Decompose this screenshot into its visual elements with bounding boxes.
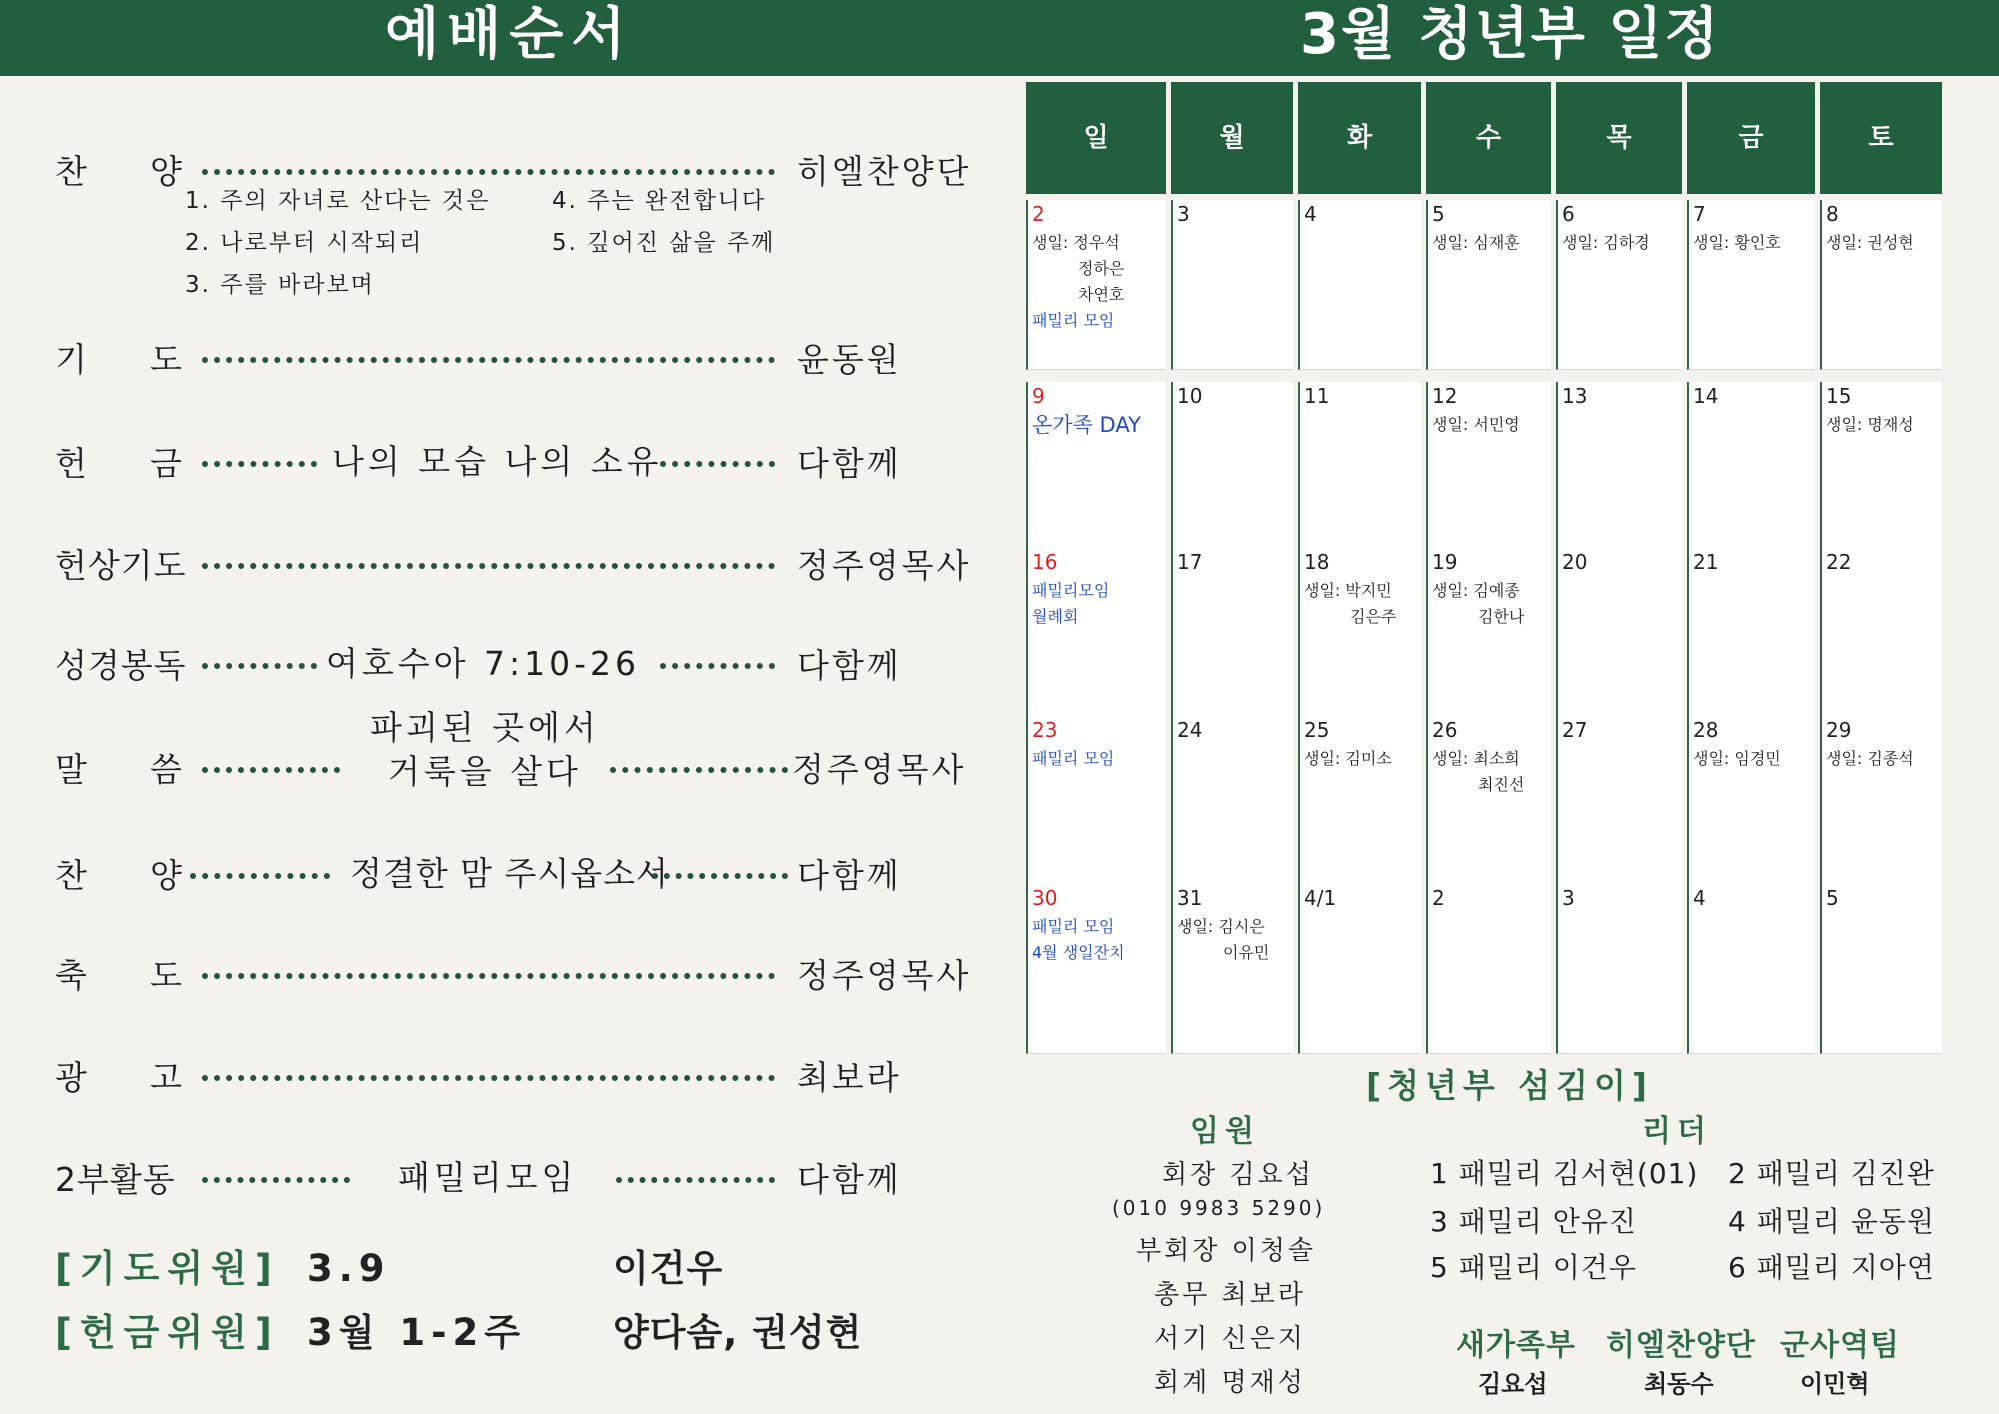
event-entry: 패밀리 모임: [1032, 917, 1115, 936]
officer-president: 회장 김요섭: [1162, 1160, 1314, 1190]
calendar-day-cell: [1556, 200, 1682, 370]
team-newcomer-leader: 김요섭: [1478, 1370, 1548, 1398]
weekday-header: 토: [1820, 82, 1942, 194]
birthday-entry: 생일: 서민영: [1432, 415, 1520, 434]
event-entry: 월례회: [1032, 607, 1079, 626]
day-events: [1826, 746, 1914, 772]
service-leader: 정주영목사: [797, 546, 972, 585]
day-events: [1032, 230, 1124, 334]
leader-dots: [202, 461, 317, 468]
day-number: 20: [1562, 550, 1588, 574]
day-number: 17: [1177, 550, 1203, 574]
birthday-entry: 김한나: [1478, 607, 1525, 626]
calendar-day-cell: [1426, 884, 1551, 1054]
label-char: 찬: [55, 856, 87, 895]
birthday-entry: 생일: 명재성: [1826, 415, 1914, 434]
committee-name: 이건우: [613, 1247, 724, 1290]
service-content: 여호수아 7:10-26: [326, 644, 641, 683]
calendar-day-cell: [1556, 548, 1682, 718]
service-label: 성경봉독: [55, 646, 187, 685]
leader-dots: [652, 873, 788, 880]
calendar-day-cell: [1171, 884, 1293, 1054]
day-number: 16: [1032, 550, 1058, 574]
day-number: 7: [1693, 202, 1706, 226]
service-content: 패밀리모임: [398, 1158, 578, 1197]
birthday-entry: 생일: 임경민: [1693, 749, 1781, 768]
calendar-day-cell: [1556, 382, 1682, 552]
day-number: 4: [1693, 886, 1706, 910]
calendar-day-cell: [1298, 548, 1421, 718]
leader-family-6: 6 패밀리 지아연: [1728, 1251, 1935, 1284]
day-events: [1432, 578, 1524, 630]
label-char: 금: [150, 444, 182, 483]
sermon-title-line2: 거룩을 살다: [388, 752, 582, 791]
day-number: 13: [1562, 384, 1588, 408]
leader-family-2: 2 패밀리 김진완: [1728, 1157, 1935, 1190]
day-events: [1826, 230, 1914, 256]
day-events: [1177, 914, 1269, 966]
birthday-entry: 생일: 김시은: [1177, 917, 1265, 936]
day-number: 21: [1693, 550, 1719, 574]
day-events: [1826, 412, 1914, 438]
event-entry: 패밀리 모임: [1032, 749, 1115, 768]
leader-dots: [616, 1177, 775, 1184]
birthday-entry: 생일: 권성현: [1826, 233, 1914, 252]
calendar-day-cell: [1820, 884, 1942, 1054]
sermon-title-line1: 파괴된 곳에서: [370, 708, 600, 747]
hymn-item: 2. 나로부터 시작되리: [185, 230, 424, 256]
day-number: 14: [1693, 384, 1719, 408]
leader-dots: [202, 767, 340, 774]
day-events: [1304, 578, 1396, 630]
service-row-hymn: [0, 836, 1000, 916]
day-events: [1693, 230, 1781, 256]
birthday-entry: 정하은: [1078, 259, 1125, 278]
calendar-day-cell: [1426, 548, 1551, 718]
calendar-day-cell: [1820, 200, 1942, 370]
calendar-day-cell: [1687, 548, 1815, 718]
birthday-entry: 생일: 정우석: [1032, 233, 1120, 252]
officer-phone: (010 9983 5290): [1112, 1196, 1326, 1220]
hymn-item: 4. 주는 완전합니다: [552, 188, 767, 214]
service-leader: 다함께: [797, 1160, 902, 1199]
label-char: 고: [150, 1058, 182, 1097]
day-number: 3: [1177, 202, 1190, 226]
day-number: 10: [1177, 384, 1203, 408]
day-events: [1032, 914, 1125, 966]
weekday-header: 월: [1171, 82, 1293, 194]
service-row-scripture: [0, 626, 1000, 706]
calendar-day-cell: [1687, 200, 1815, 370]
day-number: 31: [1177, 886, 1203, 910]
label-char: 축: [55, 956, 87, 995]
service-content: 나의 모습 나의 소유: [332, 442, 663, 481]
header-bar: [0, 0, 1999, 76]
committee-tag: [기도위원]: [55, 1247, 280, 1290]
birthday-entry: 생일: 황인호: [1693, 233, 1781, 252]
service-row-sermon: [0, 708, 1000, 830]
committee-date: 3.9: [307, 1247, 391, 1290]
birthday-entry: 생일: 최소희: [1432, 749, 1520, 768]
birthday-entry: 최진선: [1478, 775, 1525, 794]
calendar-day-cell: [1026, 200, 1166, 370]
day-number: 24: [1177, 718, 1203, 742]
day-number: 9: [1032, 384, 1045, 408]
service-row-prayer: [0, 320, 1000, 400]
birthday-entry: 생일: 김종석: [1826, 749, 1914, 768]
service-row-benediction: [0, 936, 1000, 1016]
hymn-item: 1. 주의 자녀로 산다는 것은: [185, 188, 491, 214]
officer-treasurer: 회계 명재성: [1154, 1368, 1306, 1398]
service-label: 2부활동: [55, 1160, 176, 1199]
weekday-header: 목: [1556, 82, 1682, 194]
calendar-day-cell: [1171, 200, 1293, 370]
day-number: 22: [1826, 550, 1852, 574]
day-number: 4: [1304, 202, 1317, 226]
service-leader: 윤동원: [797, 340, 902, 379]
birthday-entry: 차연호: [1078, 285, 1125, 304]
birthday-entry: 김은주: [1350, 607, 1397, 626]
calendar-day-cell: [1687, 716, 1815, 886]
day-number: 26: [1432, 718, 1458, 742]
leader-dots: [660, 663, 775, 670]
leader-dots: [202, 357, 775, 364]
calendar-day-cell: [1556, 716, 1682, 886]
team-military: 군사역팀: [1780, 1328, 1900, 1363]
servants-title: [청년부 섬김이]: [1366, 1066, 1653, 1105]
calendar-day-cell: [1820, 382, 1942, 552]
calendar-day-cell: [1426, 200, 1551, 370]
leader-family-1: 1 패밀리 김서현(01): [1430, 1157, 1699, 1190]
day-number: 8: [1826, 202, 1839, 226]
label-char: 도: [150, 956, 182, 995]
calendar-day-cell: [1171, 716, 1293, 886]
leader-family-4: 4 패밀리 윤동원: [1728, 1205, 1935, 1238]
day-number: 12: [1432, 384, 1458, 408]
label-char: 말: [55, 750, 87, 789]
day-events: [1032, 746, 1114, 772]
day-number: 2: [1432, 886, 1445, 910]
service-row-announcements: [0, 1038, 1000, 1118]
label-char: 양: [150, 152, 182, 191]
service-content: 정결한 맘 주시옵소서: [350, 854, 669, 893]
day-number: 6: [1562, 202, 1575, 226]
service-row-second-part: [0, 1140, 1000, 1220]
day-events: [1032, 412, 1141, 438]
leaders-title: 리더: [1642, 1114, 1712, 1149]
service-leader: 히엘찬양단: [797, 152, 972, 191]
committee-date: 3월 1-2주: [307, 1311, 526, 1354]
label-char: 찬: [55, 152, 87, 191]
label-char: 씀: [150, 750, 182, 789]
calendar-day-cell: [1687, 382, 1815, 552]
calendar-day-cell: [1687, 884, 1815, 1054]
day-events: [1432, 746, 1524, 798]
day-number: 15: [1826, 384, 1852, 408]
weekday-header: 일: [1026, 82, 1166, 194]
day-number: 29: [1826, 718, 1852, 742]
label-char: 광: [55, 1058, 87, 1097]
calendar-day-cell: [1426, 382, 1551, 552]
birthday-entry: 생일: 심재훈: [1432, 233, 1520, 252]
label-char: 도: [150, 340, 182, 379]
hymn-list-col1: [185, 180, 490, 306]
hymn-item: 3. 주를 바라보며: [185, 272, 375, 298]
calendar-day-cell: [1026, 716, 1166, 886]
leader-dots: [202, 1075, 775, 1082]
day-events: [1693, 746, 1781, 772]
service-leader: 다함께: [797, 856, 902, 895]
service-leader: 다함께: [797, 444, 902, 483]
day-number: 5: [1432, 202, 1445, 226]
service-label: 헌상기도: [55, 546, 187, 585]
committee-tag: [헌금위원]: [55, 1311, 280, 1354]
weekday-header: 금: [1687, 82, 1815, 194]
day-number: 30: [1032, 886, 1058, 910]
hymn-item: 5. 깊어진 삶을 주께: [552, 230, 776, 256]
team-praise: 히엘찬양단: [1606, 1328, 1756, 1363]
leader-dots: [202, 973, 775, 980]
officer-vice-president: 부회장 이청솔: [1136, 1236, 1316, 1266]
calendar-day-cell: [1026, 884, 1166, 1054]
service-leader: 정주영목사: [792, 750, 967, 789]
day-number: 25: [1304, 718, 1330, 742]
day-number: 18: [1304, 550, 1330, 574]
calendar-day-cell: [1426, 716, 1551, 886]
event-entry: 패밀리모임: [1032, 581, 1110, 600]
day-number: 3: [1562, 886, 1575, 910]
service-row-offertory-prayer: [0, 526, 1000, 606]
day-events: [1432, 412, 1520, 438]
day-number: 27: [1562, 718, 1588, 742]
day-number: 5: [1826, 886, 1839, 910]
calendar-day-cell: [1556, 884, 1682, 1054]
service-row-praise: [0, 132, 1000, 212]
committee-name: 양다솜, 권성현: [613, 1311, 863, 1354]
leader-family-5: 5 패밀리 이건우: [1430, 1251, 1637, 1284]
team-praise-leader: 최동수: [1644, 1370, 1714, 1398]
team-military-leader: 이민혁: [1800, 1370, 1870, 1398]
weekday-header: 수: [1426, 82, 1551, 194]
calendar-day-cell: [1298, 200, 1421, 370]
day-number: 28: [1693, 718, 1719, 742]
service-leader: 최보라: [797, 1058, 902, 1097]
service-order-title: 예배순서: [385, 2, 634, 67]
leader-family-3: 3 패밀리 안유진: [1430, 1205, 1637, 1238]
calendar-day-cell: [1298, 382, 1421, 552]
day-number: 23: [1032, 718, 1058, 742]
calendar-day-cell: [1298, 716, 1421, 886]
service-leader: 다함께: [797, 646, 902, 685]
birthday-entry: 생일: 김미소: [1304, 749, 1392, 768]
officers-title: 임원: [1190, 1114, 1260, 1149]
leader-dots: [660, 461, 775, 468]
label-char: 양: [150, 856, 182, 895]
day-events: [1562, 230, 1650, 256]
weekday-header: 화: [1298, 82, 1421, 194]
calendar-day-cell: [1026, 548, 1166, 718]
day-events: [1032, 578, 1109, 630]
leader-dots: [610, 767, 788, 774]
calendar-day-cell: [1820, 716, 1942, 886]
officer-secretary-general: 총무 최보라: [1154, 1280, 1306, 1310]
leader-dots: [190, 873, 330, 880]
day-events: [1304, 746, 1392, 772]
schedule-title: 3월 청년부 일정: [1300, 2, 1721, 67]
event-entry: 온가족 DAY: [1032, 413, 1141, 437]
leader-dots: [202, 1177, 350, 1184]
calendar-day-cell: [1171, 548, 1293, 718]
leader-dots: [202, 169, 775, 176]
calendar-day-cell: [1298, 884, 1421, 1054]
label-char: 헌: [55, 444, 87, 483]
birthday-entry: 생일: 박지민: [1304, 581, 1392, 600]
birthday-entry: 생일: 김예종: [1432, 581, 1520, 600]
officer-clerk: 서기 신은지: [1154, 1324, 1306, 1354]
day-events: [1432, 230, 1520, 256]
service-row-offering: [0, 424, 1000, 504]
label-char: 기: [55, 340, 87, 379]
day-number: 11: [1304, 384, 1330, 408]
calendar-day-cell: [1171, 382, 1293, 552]
event-entry: 패밀리 모임: [1032, 311, 1115, 330]
calendar-day-cell: [1026, 382, 1166, 552]
day-number: 2: [1032, 202, 1045, 226]
leader-dots: [202, 563, 775, 570]
birthday-entry: 이유민: [1223, 943, 1270, 962]
birthday-entry: 생일: 김하경: [1562, 233, 1650, 252]
leader-dots: [202, 663, 317, 670]
service-leader: 정주영목사: [797, 956, 972, 995]
day-number: 19: [1432, 550, 1458, 574]
calendar-day-cell: [1820, 548, 1942, 718]
event-entry: 4월 생일잔치: [1032, 943, 1125, 962]
day-number: 4/1: [1304, 886, 1337, 910]
team-newcomer: 새가족부: [1456, 1328, 1576, 1363]
hymn-list-col2: [552, 180, 775, 264]
